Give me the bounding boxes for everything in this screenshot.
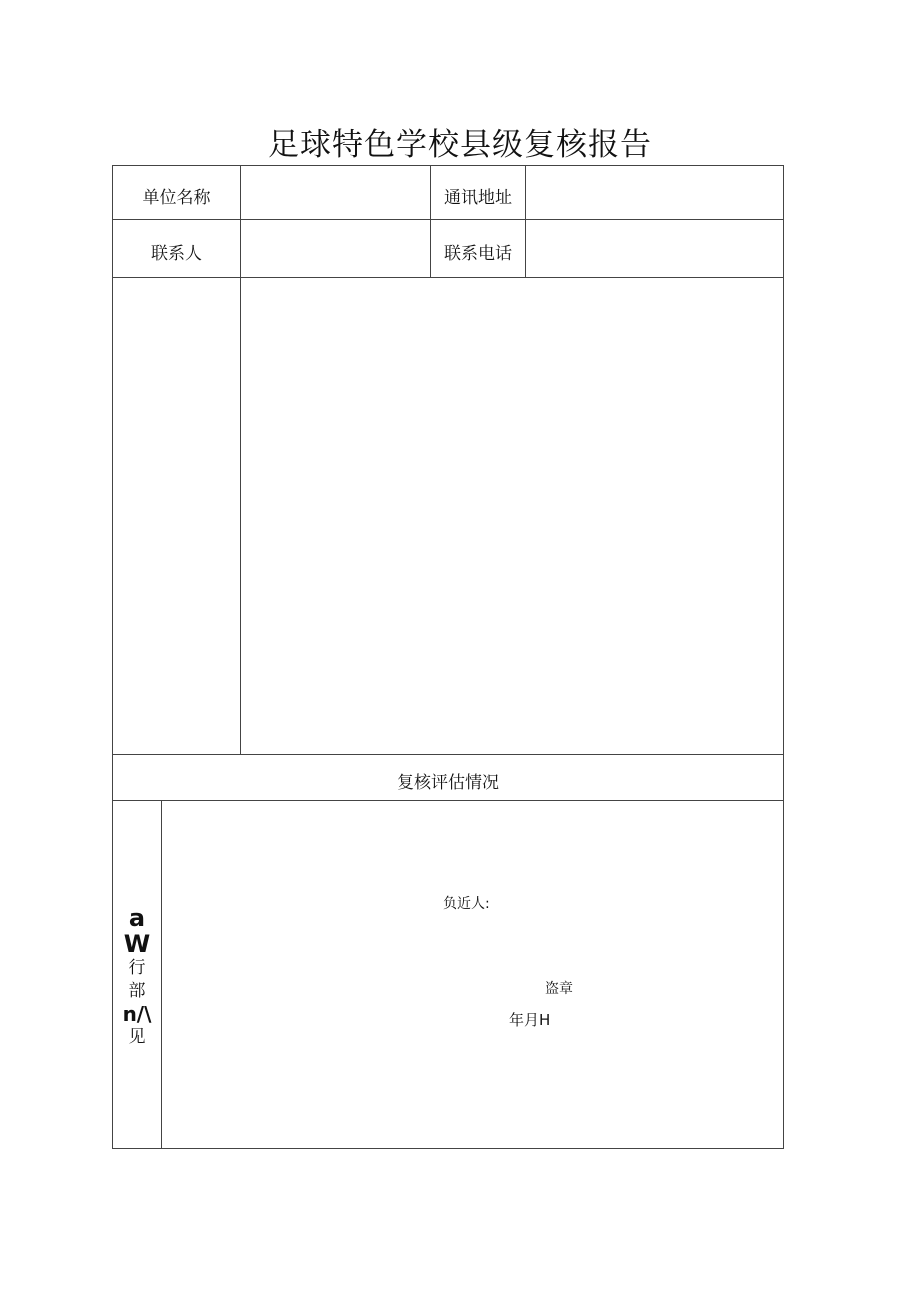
side-label-char: 行	[128, 958, 146, 978]
table-border-right	[783, 165, 784, 1149]
side-label-char: W	[123, 930, 151, 958]
description-field[interactable]	[241, 278, 783, 754]
unit-name-label: 单位名称	[142, 188, 211, 208]
side-label-char: a	[128, 904, 146, 932]
responsible-person-label: 负近人:	[443, 896, 490, 912]
side-label-char: n/\	[122, 1002, 152, 1026]
address-label: 通讯地址	[444, 188, 512, 208]
unit-name-field[interactable]	[241, 166, 430, 219]
table-border-left	[112, 165, 113, 1149]
side-label-char: 部	[128, 981, 146, 1001]
address-field[interactable]	[526, 166, 783, 219]
side-label-char: 见	[128, 1027, 146, 1047]
contact-phone-field[interactable]	[526, 220, 783, 277]
document-title: 足球特色学校县级复核报告	[268, 127, 652, 163]
seal-label: 盗章	[545, 981, 573, 997]
contact-person-field[interactable]	[241, 220, 430, 277]
table-border-bottom	[112, 1148, 784, 1149]
opinion-field[interactable]	[162, 801, 783, 1148]
date-label: 年月H	[509, 1011, 551, 1029]
review-assessment-header: 复核评估情况	[397, 773, 499, 793]
contact-phone-label: 联系电话	[444, 244, 512, 264]
table-row-divider	[112, 754, 784, 755]
contact-person-label: 联系人	[151, 244, 202, 264]
side-label	[114, 905, 160, 1049]
